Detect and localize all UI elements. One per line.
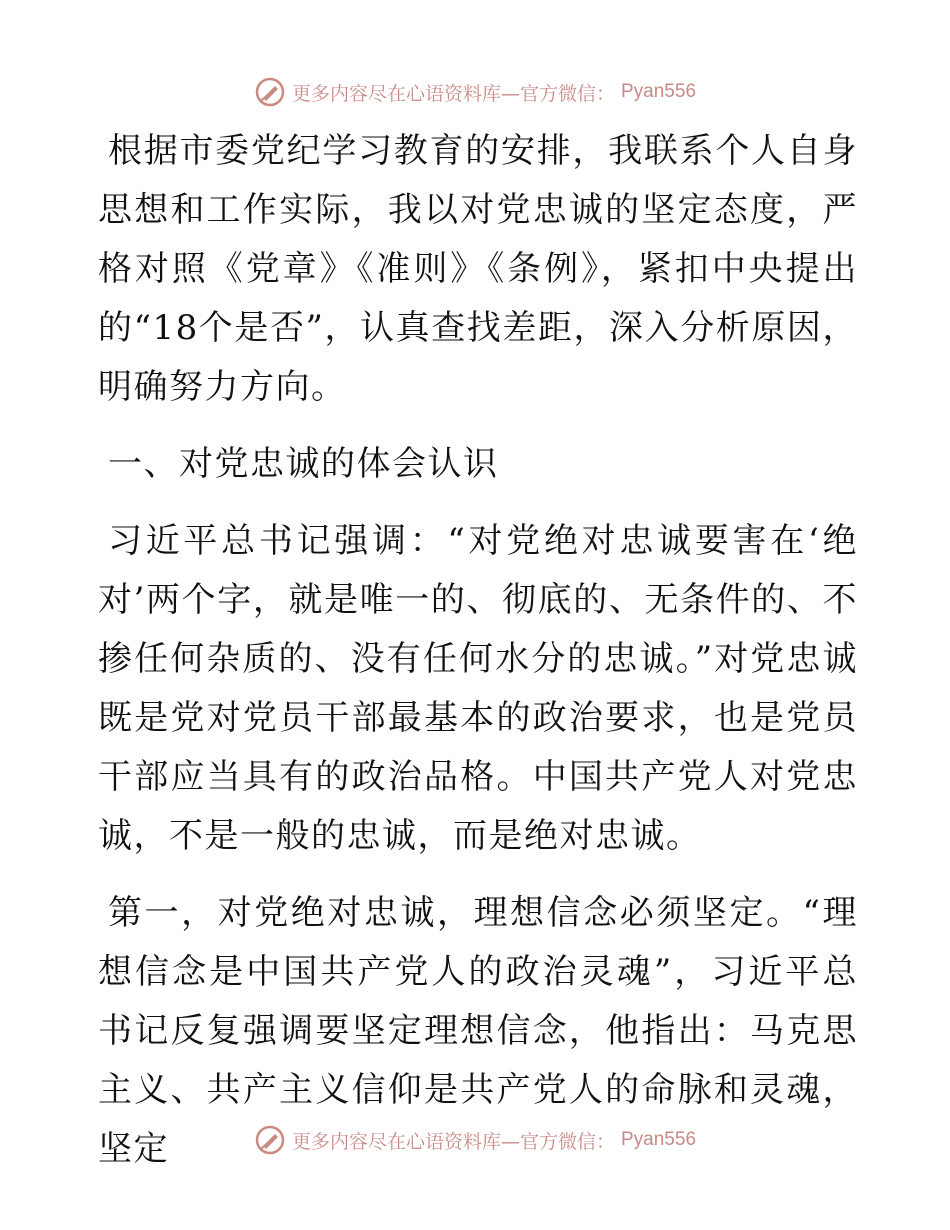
watermark-wechat-id: Pyan556	[621, 1129, 697, 1150]
header-watermark	[0, 72, 950, 112]
document-body	[98, 122, 858, 1197]
paragraph-first-point: 第一，对党绝对忠诚，理想信念必须坚定。“理想信念是中国共产党人的政治灵魂”，习近平总书记反复强调要坚定理想信念，他指出：马克思主义、共产主义信仰是共产党人的命脉和灵魂，坚定	[98, 893, 858, 1169]
logo-icon	[254, 76, 286, 108]
section-heading: 一、对党忠诚的体会认识	[108, 444, 499, 484]
watermark-text: 更多内容尽在心语资料库—官方微信：	[291, 1130, 615, 1153]
paragraph-quote: 习近平总书记强调：“对党绝对忠诚要害在‘绝对’两个字，就是唯一的、彻底的、无条件的、不掺任何杂质的、没有任何水分的忠诚。”对党忠诚既是党对党员干部最基本的政治要求，也是党员干部应当具有的政治品格。中国共产党人对党忠诚，不是一般的忠诚，而是绝对忠诚。	[98, 521, 858, 856]
paragraph-intro: 根据市委党纪学习教育的安排，我联系个人自身思想和工作实际，我以对党忠诚的坚定态度，严格对照《党章》《准则》《条例》，紧扣中央提出的“18个是否”，认真查找差距，深入分析原因，明确努力方向。	[98, 131, 858, 407]
watermark-wechat-id: Pyan556	[621, 81, 697, 102]
watermark-text: 更多内容尽在心语资料库—官方微信：	[291, 82, 615, 105]
logo-icon	[254, 1124, 286, 1156]
footer-watermark	[0, 1120, 950, 1160]
